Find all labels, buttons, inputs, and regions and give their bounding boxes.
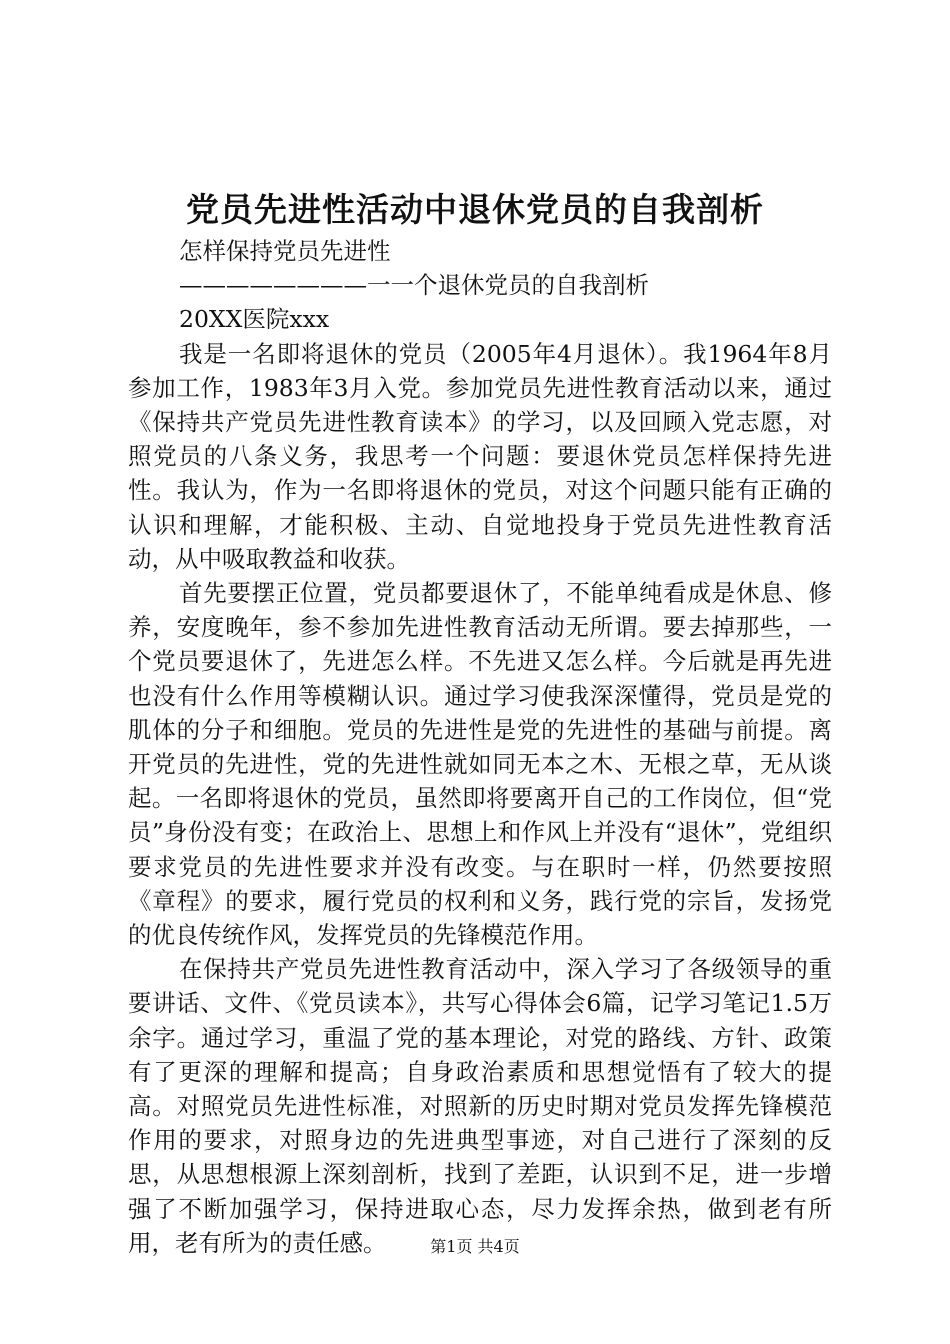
- author-line: 20XX医院xxx: [179, 305, 330, 334]
- document-title: 党员先进性活动中退休党员的自我剖析: [186, 190, 764, 229]
- paragraph-1: 我是一名即将退休的党员（2005年4月退休）。我1964年8月参加工作，1983年3月入党。参加党员先进性教育活动以来，通过《保持共产党员先进性教育读本》的学习，以及回顾入党志愿，对照党员的八条义务，我思考一个问题：要退休党员怎样保持先进性。我认为，作为一名即将退休的党员，对这个问题只能有正确的认识和理解，才能积极、主动、自觉地投身于党员先进性教育活动，从中吸取教益和收获。: [128, 339, 832, 573]
- page-footer: 第1页 共4页: [430, 1237, 520, 1256]
- subtitle-line-2: ————————一一个退休党员的自我剖析: [179, 271, 649, 300]
- document-body: [128, 234, 832, 1260]
- paragraph-3: 在保持共产党员先进性教育活动中，深入学习了各级领导的重要讲话、文件、《党员读本》，共写心得体会6篇，记学习笔记1.5万余字。通过学习，重温了党的基本理论，对党的路线、方针、政策有了更深的理解和提高；自身政治素质和思想觉悟有了较大的提高。对照党员先进性标准，对照新的历史时期对党员发挥先锋模范作用的要求，对照身边的先进典型事迹，对自己进行了深刻的反思，从思想根源上深刻剖析，找到了差距，认识到不足，进一步增强了不断加强学习，保持进取心态，尽力发挥余热，做到老有所用，老有所为的责任感。: [128, 955, 832, 1257]
- paragraph-2: 首先要摆正位置，党员都要退休了，不能单纯看成是休息、修养，安度晚年，参不参加先进性教育活动无所谓。要去掉那些，一个党员要退休了，先进怎么样。不先进又怎么样。今后就是再先进也没有什么作用等模糊认识。通过学习使我深深懂得，党员是党的肌体的分子和细胞。党员的先进性是党的先进性的基础与前提。离开党员的先进性，党的先进性就如同无本之木、无根之草，无从谈起。一名即将退休的党员，虽然即将要离开自己的工作岗位，但“党员”身份没有变；在政治上、思想上和作风上并没有“退休”，党组织要求党员的先进性要求并没有改变。与在职时一样，仍然要按照《章程》的要求，履行党员的权利和义务，践行党的宗旨，发扬党的优良传统作风，发挥党员的先锋模范作用。: [128, 579, 832, 950]
- subtitle: 怎样保持党员先进性: [179, 237, 391, 265]
